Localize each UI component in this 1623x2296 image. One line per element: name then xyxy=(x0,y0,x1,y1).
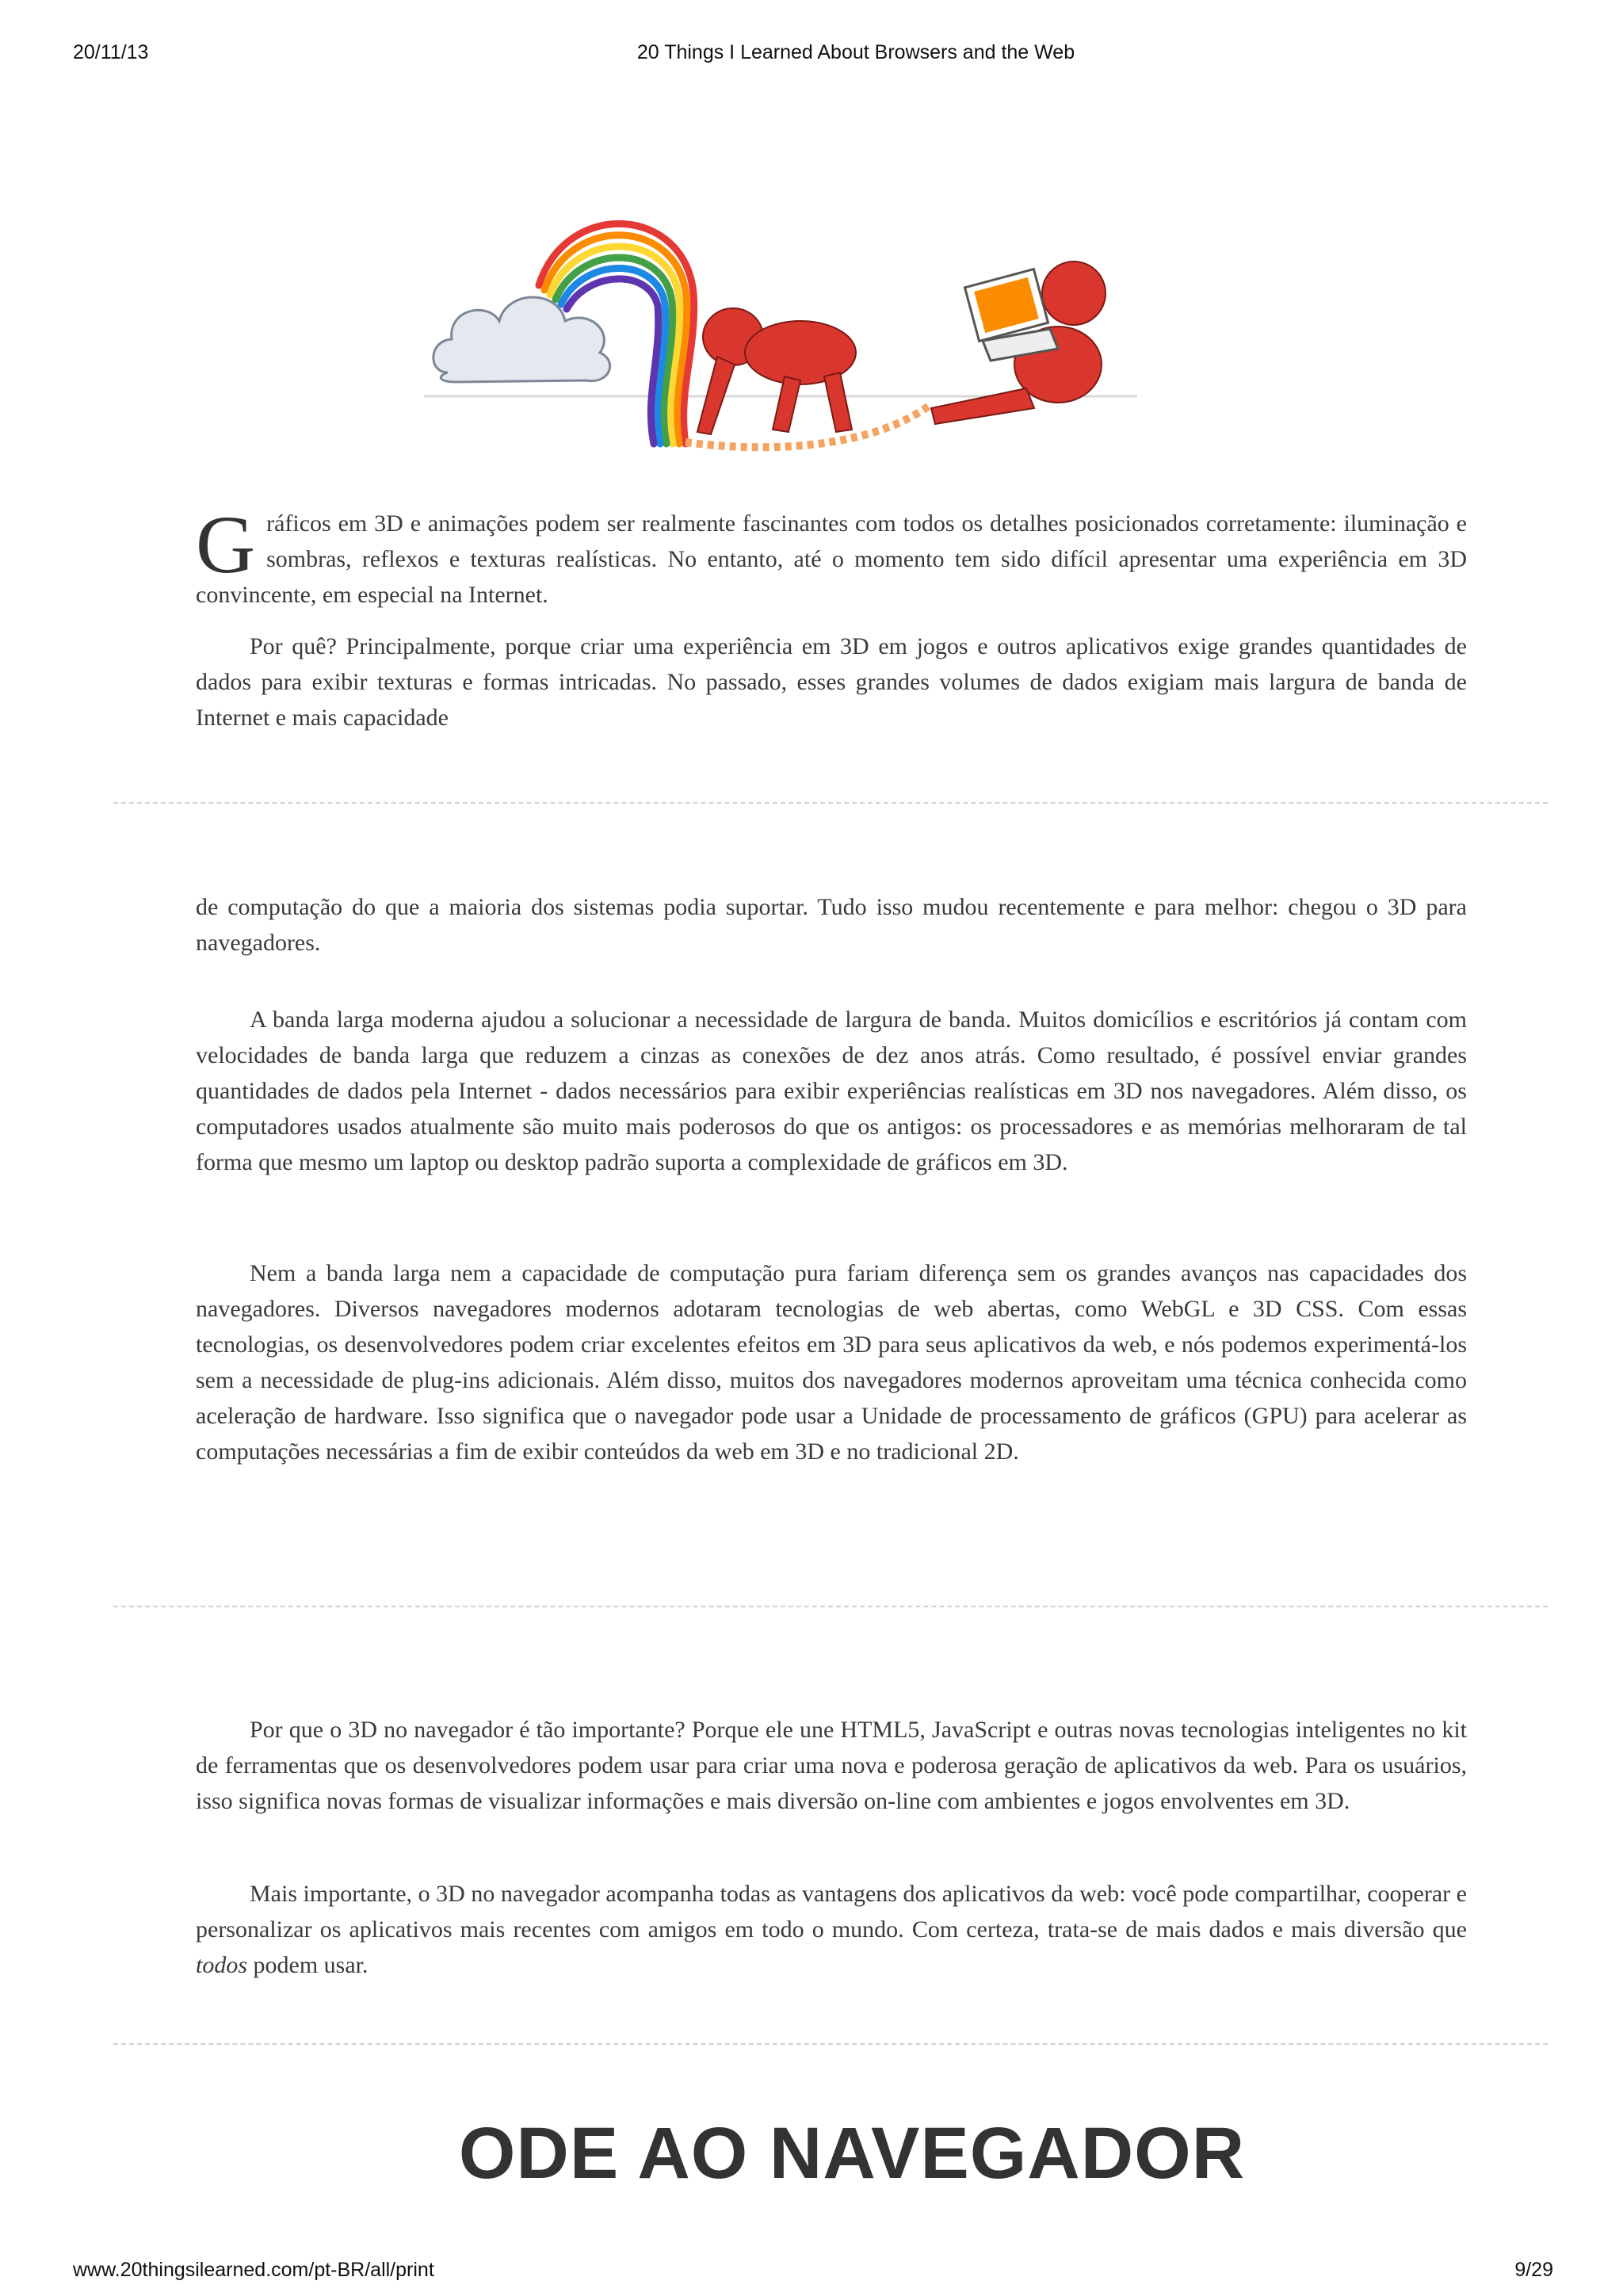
paragraph xyxy=(196,1876,1467,1983)
paragraph: de computação do que a maioria dos sistemas podia suportar. Tudo isso mudou recentemente e para melhor: chegou o 3D para navegadores. xyxy=(196,894,1467,956)
cloud-icon xyxy=(433,297,610,382)
article-block xyxy=(196,1002,1467,1196)
paragraph: ráficos em 3D e animações podem ser realmente fascinantes com todos os detalhes posicionados corretamente: iluminação e sombras, reflexos e texturas realísticas. No entanto, até o momento tem sido difícil apresentar uma experiência em 3D convincente, em especial na Internet. xyxy=(196,510,1467,608)
section-divider xyxy=(113,802,1548,804)
paragraph-text: podem usar. xyxy=(247,1952,369,1978)
rainbow-illustration xyxy=(424,214,1137,460)
paragraph: Por quê? Principalmente, porque criar uma experiência em 3D em jogos e outros aplicativos exige grandes quantidades de dados para exibir texturas e formas intricadas. No passado, esses grandes volumes de dados exigiam mais largura de banda de Internet e mais capacidade xyxy=(196,633,1467,731)
print-date: 20/11/13 xyxy=(73,41,149,63)
print-page-title: 20 Things I Learned About Browsers and the Web xyxy=(636,41,1075,63)
emphasis-text: todos xyxy=(196,1952,248,1978)
print-url: www.20thingsilearned.com/pt-BR/all/print xyxy=(73,2259,434,2281)
red-character-icon xyxy=(697,308,856,434)
braided-cable xyxy=(685,404,931,447)
article-block xyxy=(196,1255,1467,1485)
paragraph-text: Mais importante, o 3D no navegador acompanha todas as vantagens dos aplicativos da web: você pode compartilhar, cooperar e personalizar os aplicativos mais recentes com amigos em todo o mundo. Com certeza, trata-se de mais dados e mais diversão que xyxy=(196,1881,1467,1943)
article-block xyxy=(196,1876,1467,1999)
article-block xyxy=(196,1712,1467,1835)
article-intro xyxy=(196,499,1467,751)
paragraph: A banda larga moderna ajudou a solucionar a necessidade de largura de banda. Muitos domicílios e escritórios já contam com velocidades de banda larga que reduzem a cinzas as conexões de dez anos atrás. Como resultado, é possível enviar grandes quantidades de dados pela Internet - dados necessários para exibir experiências realísticas em 3D nos navegadores. Além disso, os computadores usados atualmente são muito mais poderosos do que os antigos: os processadores e as memórias melhoraram de tal forma que mesmo um laptop ou desktop padrão suporta a complexidade de gráficos em 3D. xyxy=(196,1007,1467,1175)
section-divider xyxy=(113,2043,1548,2045)
drop-cap: G xyxy=(196,499,256,590)
chapter-title: ODE AO NAVEGADOR xyxy=(458,2113,1246,2194)
page-number: 9/29 xyxy=(1514,2259,1553,2281)
article-block xyxy=(196,889,1467,976)
paragraph: Nem a banda larga nem a capacidade de computação pura fariam diferença sem os grandes avanços nas capacidades dos navegadores. Diversos navegadores modernos adotaram tecnologias de web abertas, como WebGL e 3D CSS. Com essas tecnologias, os desenvolvedores podem criar excelentes efeitos em 3D para seus aplicativos da web, e nós podemos experimentá-los sem a necessidade de plug-ins adicionais. Além disso, muitos dos navegadores modernos aproveitam uma técnica conhecida como aceleração de hardware. Isso significa que o navegador pode usar a Unidade de processamento de gráficos (GPU) para acelerar as computações necessárias a fim de exibir conteúdos da web em 3D e no tradicional 2D. xyxy=(196,1260,1467,1465)
section-divider xyxy=(113,1606,1548,1607)
paragraph: Por que o 3D no navegador é tão importante? Porque ele une HTML5, JavaScript e outras novas tecnologias inteligentes no kit de ferramentas que os desenvolvedores podem usar para criar uma nova e poderosa geração de aplicativos da web. Para os usuários, isso significa novas formas de visualizar informações e mais diversão on-line com ambientes e jogos envolventes em 3D. xyxy=(196,1717,1467,1814)
